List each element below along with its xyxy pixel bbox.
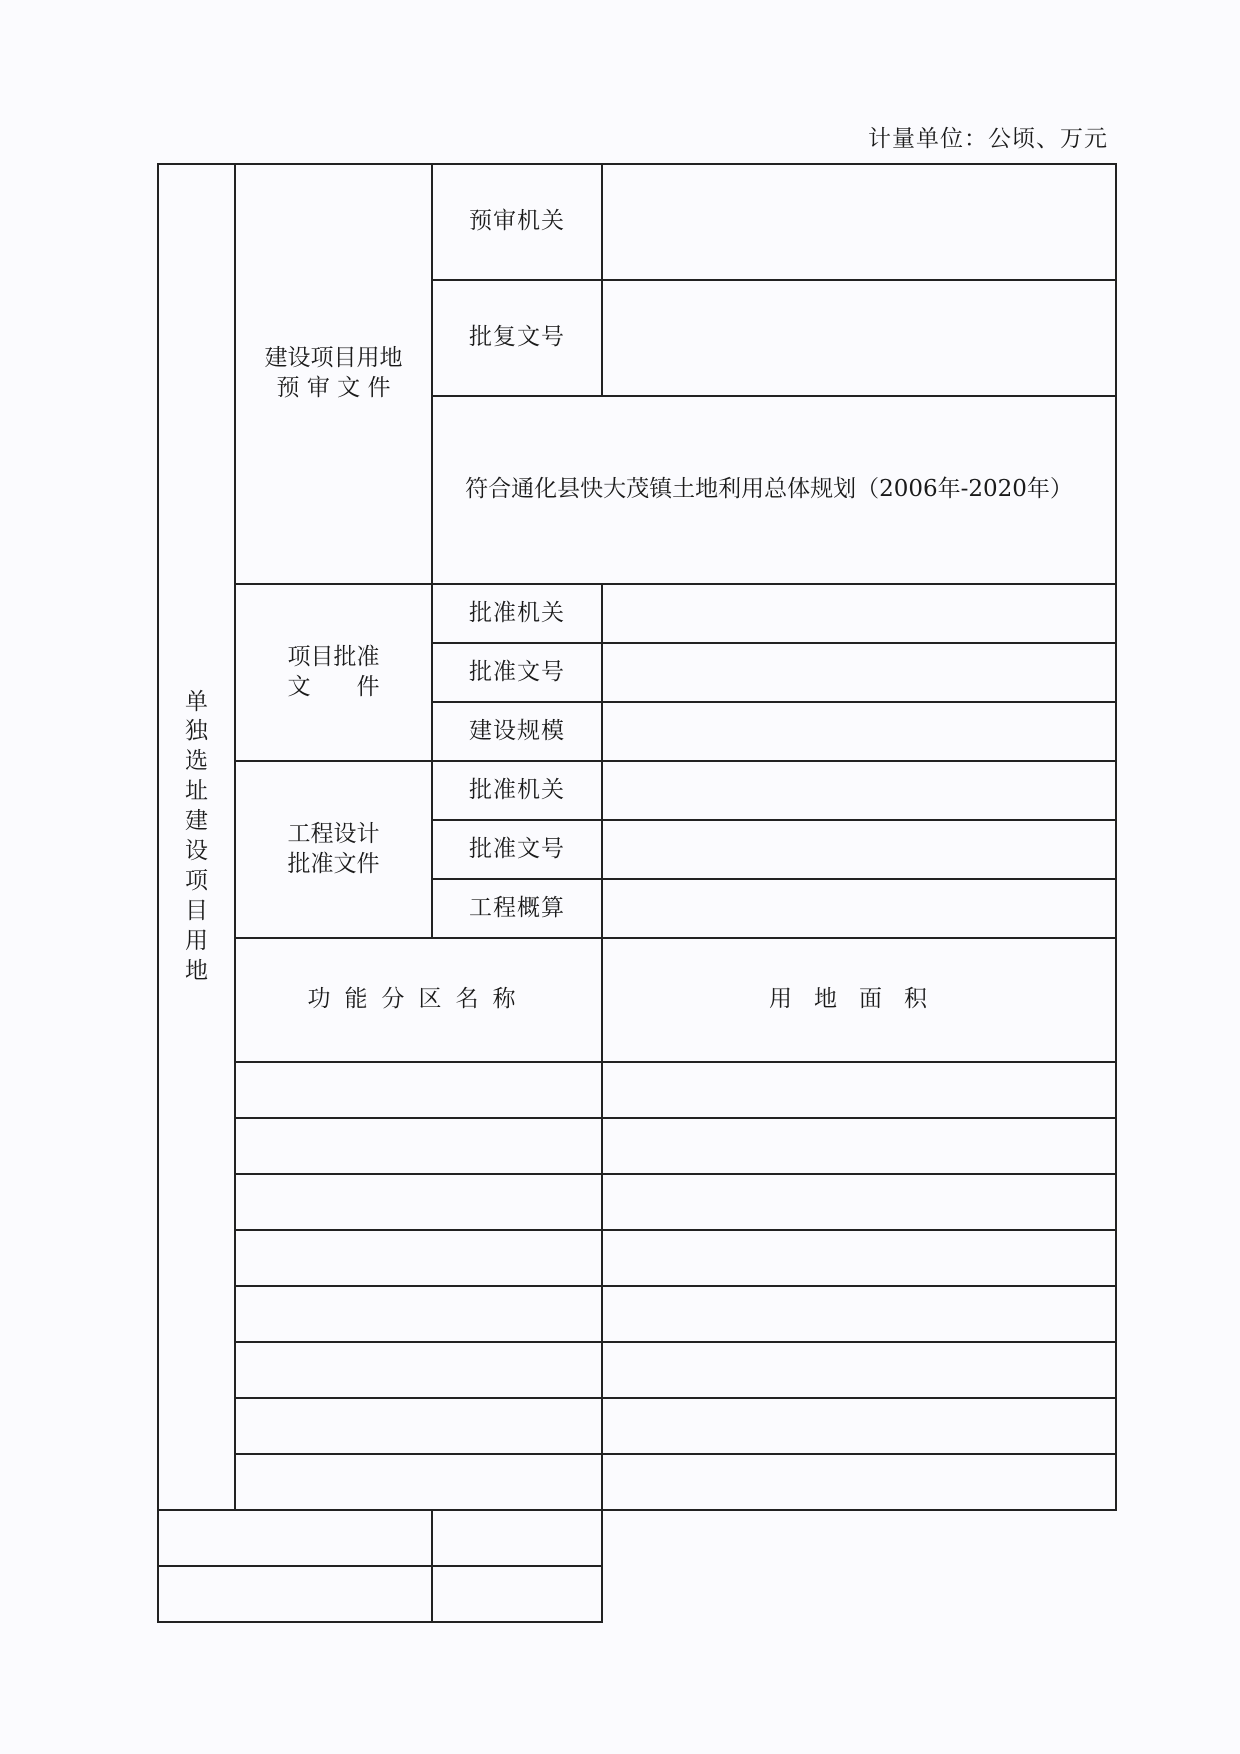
zone-area-cell[interactable] (602, 1342, 1116, 1398)
zone-row (158, 1566, 1116, 1622)
preapproval-group-line2: 预 审 文 件 (276, 375, 391, 401)
side-title-char: 项 (185, 867, 208, 894)
unit-note: 计量单位：公顷、万元 (868, 126, 1108, 152)
zone-row (158, 1118, 1116, 1174)
zone-row (158, 1454, 1116, 1510)
zone-name-cell[interactable] (235, 1174, 602, 1230)
zone-area-cell[interactable] (432, 1566, 602, 1622)
zone-area-cell[interactable] (602, 1230, 1116, 1286)
side-title-char: 址 (185, 778, 208, 805)
zone-name-cell[interactable] (158, 1510, 432, 1566)
land-use-form-table (157, 163, 1117, 1623)
zone-area-cell[interactable] (602, 1062, 1116, 1118)
side-title-char: 地 (185, 957, 208, 984)
project-approval-value[interactable] (602, 584, 1116, 643)
zones-header-row (158, 938, 1116, 1062)
zone-row (158, 1230, 1116, 1286)
zone-row (158, 1342, 1116, 1398)
preapproval-authority-label: 预审机关 (432, 164, 602, 280)
zone-name-cell[interactable] (158, 1566, 432, 1622)
zone-name-header: 功能分区名称 (235, 938, 602, 1062)
side-title-char: 设 (185, 838, 208, 864)
planning-compliance-text: 符合通化县快大茂镇土地利用总体规划（2006年-2020年） (432, 396, 1116, 584)
project-approval-label: 建设规模 (432, 702, 602, 761)
zone-area-cell[interactable] (602, 1174, 1116, 1230)
zone-area-cell[interactable] (602, 1398, 1116, 1454)
zone-row (158, 1286, 1116, 1342)
zone-row (158, 1174, 1116, 1230)
zone-name-cell[interactable] (235, 1398, 602, 1454)
engineering-approval-value[interactable] (602, 820, 1116, 879)
zone-name-cell[interactable] (235, 1342, 602, 1398)
project-approval-value[interactable] (602, 702, 1116, 761)
side-title-char: 选 (185, 748, 208, 775)
side-title (158, 164, 235, 1510)
zone-area-cell[interactable] (602, 1286, 1116, 1342)
side-title-char: 建 (185, 808, 208, 835)
side-title-char: 独 (185, 718, 208, 745)
project-approval-value[interactable] (602, 643, 1116, 702)
engineering-approval-group-line1: 工程设计 (287, 820, 380, 847)
project-approval-group-line1: 项目批准 (287, 643, 380, 670)
zone-area-cell[interactable] (602, 1454, 1116, 1510)
side-title-char: 用 (185, 927, 208, 954)
engineering-approval-label: 工程概算 (432, 879, 602, 938)
preapproval-reply-no-value[interactable] (602, 280, 1116, 396)
zone-area-cell[interactable] (602, 1118, 1116, 1174)
side-title-char: 单 (185, 688, 208, 715)
engineering-approval-value[interactable] (602, 761, 1116, 820)
zone-name-cell[interactable] (235, 1062, 602, 1118)
zone-name-cell[interactable] (235, 1230, 602, 1286)
engineering-approval-label: 批准文号 (432, 820, 602, 879)
engineering-approval-group-line2: 批准文件 (287, 850, 380, 877)
zone-row (158, 1062, 1116, 1118)
project-approval-row (158, 584, 1116, 643)
preapproval-authority-value[interactable] (602, 164, 1116, 280)
preapproval-reply-no-label: 批复文号 (432, 280, 602, 396)
preapproval-group-line1: 建设项目用地 (264, 345, 403, 372)
zone-area-cell[interactable] (432, 1510, 602, 1566)
engineering-approval-row (158, 761, 1116, 820)
project-approval-label: 批准文号 (432, 643, 602, 702)
zone-name-cell[interactable] (235, 1286, 602, 1342)
project-approval-label: 批准机关 (432, 584, 602, 643)
engineering-approval-group-label (235, 761, 432, 938)
preapproval-group-label (235, 164, 432, 584)
engineering-approval-label: 批准机关 (432, 761, 602, 820)
side-title-char: 目 (185, 897, 208, 924)
zone-row (158, 1510, 1116, 1566)
zone-name-cell[interactable] (235, 1454, 602, 1510)
engineering-approval-value[interactable] (602, 879, 1116, 938)
zone-name-cell[interactable] (235, 1118, 602, 1174)
preapproval-authority-row (158, 164, 1116, 280)
project-approval-group-line2: 文 件 (287, 673, 380, 700)
zone-row (158, 1398, 1116, 1454)
zone-area-header: 用地面积 (602, 938, 1116, 1062)
project-approval-group-label (235, 584, 432, 761)
